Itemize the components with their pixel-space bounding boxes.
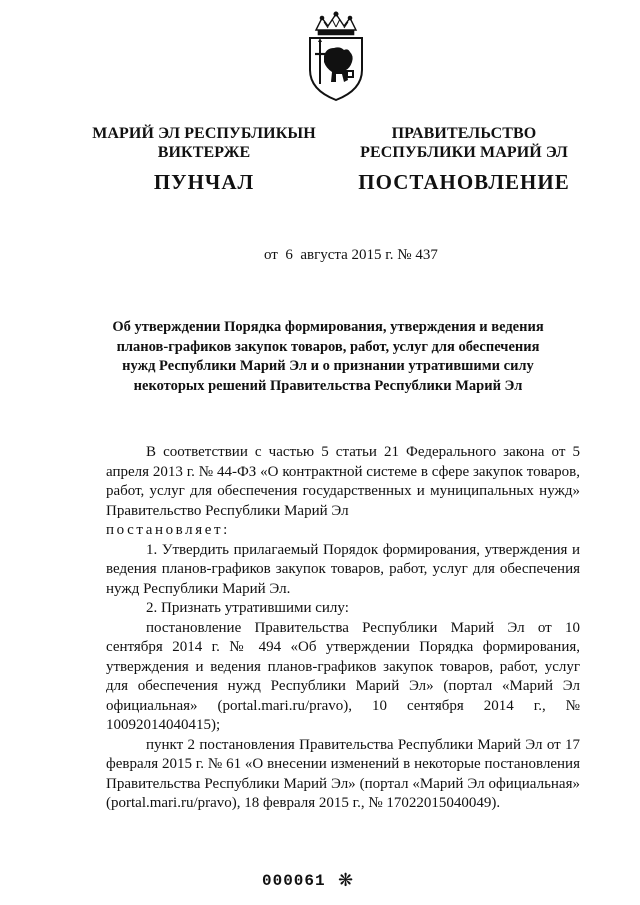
- footer-star-icon: ❋: [338, 870, 354, 891]
- date-number-line: от 6 августа 2015 г. № 437: [264, 247, 438, 263]
- header-left-line1: МАРИЙ ЭЛ РЕСПУБЛИКЫН: [92, 125, 316, 142]
- document-subject: [100, 318, 556, 396]
- header-right-line1: ПРАВИТЕЛЬСТВО: [391, 125, 537, 142]
- header-right-authority: [352, 124, 576, 162]
- item-2b-paragraph: пункт 2 постановления Правительства Республики Марий Эл от 17 февраля 2015 г. № 61 «О внесении изменений в некоторые постановления Правительства Республики Марий Эл» (портал «Марий Эл официальная» (portal.mari.ru/pravo), 18 февраля 2015 г., № 17022015040049).: [106, 736, 580, 811]
- header-right-line2: РЕСПУБЛИКИ МАРИЙ ЭЛ: [360, 144, 568, 161]
- document-body: [106, 443, 580, 814]
- item-2-paragraph: 2. Признать утратившими силу:: [146, 600, 349, 616]
- subject-line: Об утверждении Порядка формирования, утверждения и ведения: [112, 319, 544, 335]
- header-left-authority: [92, 124, 316, 162]
- decree-word: постановляет:: [106, 522, 230, 538]
- doc-type-right: ПОСТАНОВЛЕНИЕ: [358, 170, 570, 194]
- coat-of-arms-icon: [300, 10, 372, 102]
- subject-line: некоторых решений Правительства Республики Марий Эл: [133, 377, 523, 394]
- subject-line: планов-графиков закупок товаров, работ, услуг для обеспечения: [116, 338, 540, 355]
- doc-type-left: ПУНЧАЛ: [153, 170, 255, 194]
- footer-serial-number: 000061: [262, 872, 326, 890]
- header-left-line2: ВИКТЕРЖЕ: [157, 144, 251, 161]
- item-1-paragraph: 1. Утвердить прилагаемый Порядок формирования, утверждения и ведения планов-графиков закупок товаров, работ, услуг для обеспечения нужд Республики Марий Эл.: [106, 541, 580, 597]
- intro-paragraph: В соответствии с частью 5 статьи 21 Федерального закона от 5 апреля 2013 г. № 44-ФЗ «О контрактной системе в сфере закупок товаров, работ, услуг для обеспечения государственных и муниципальных нужд» Правительство Республики Марий Эл: [106, 444, 580, 519]
- subject-line: нужд Республики Марий Эл и о признании утратившими силу: [122, 358, 534, 374]
- item-2a-paragraph: постановление Правительства Республики Марий Эл от 10 сентября 2014 г. № 494 «Об утверждении Порядка формирования, утверждения и ведения планов-графиков закупок товаров, работ, услуг для обеспечения нужд Республики Марий Эл» (портал «Марий Эл официальная» (portal.mari.ru/pravo), 10 сентября 2014 г., № 10092014040415);: [106, 619, 580, 733]
